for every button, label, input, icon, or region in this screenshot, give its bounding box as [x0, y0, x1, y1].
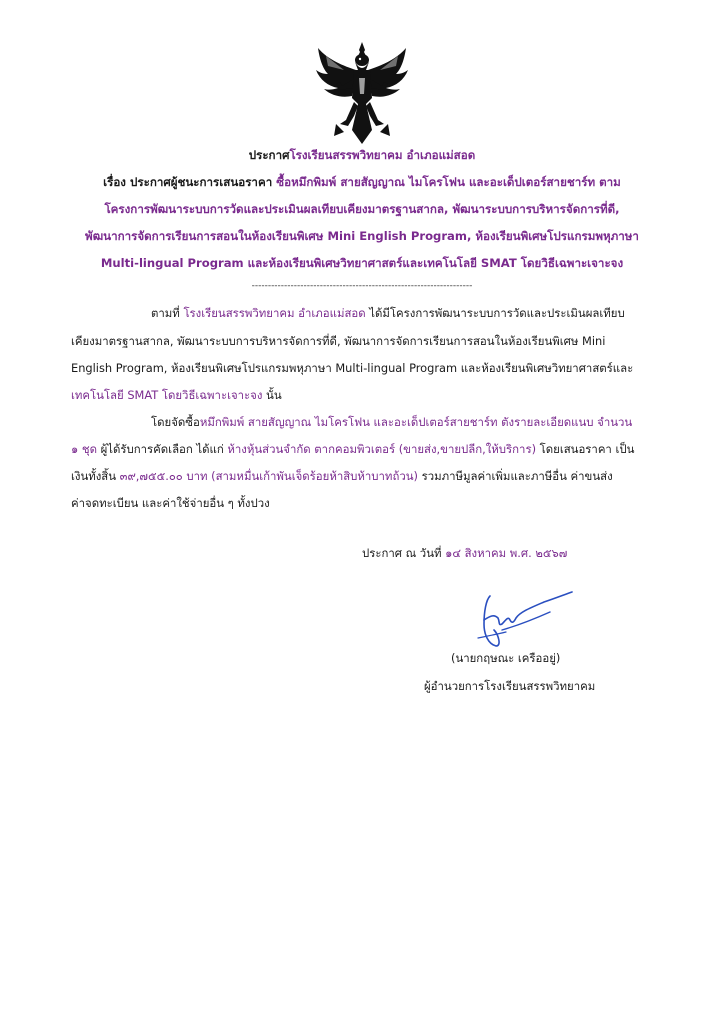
date-prefix: ประกาศ ณ วันที่: [362, 546, 446, 560]
garuda-emblem-icon: [314, 40, 410, 146]
separator-line: --------------------------------------------------------------------: [251, 281, 473, 291]
heading-school: โรงเรียนสรรพวิทยาคม อำเภอแม่สอด: [289, 148, 476, 162]
subject-line-4: Multi-lingual Program และห้องเรียนพิเศษวิทยาศาสตร์และเทคโนโลยี SMAT โดยวิธีเฉพาะเจาะจง: [100, 256, 624, 270]
paragraph-2-line-1: [151, 414, 632, 432]
p1-school: โรงเรียนสรรพวิทยาคม อำเภอแม่สอด: [183, 306, 366, 320]
p2-tax: รวมภาษีมูลค่าเพิ่มและภาษีอื่น ค่าขนส่ง: [417, 469, 613, 483]
paragraph-1-line-1: [151, 305, 625, 323]
p2-quantity: ๑ ชุด: [71, 442, 97, 456]
announcement-date: [362, 545, 567, 563]
p2-intro: โดยจัดซื้อ: [151, 415, 200, 429]
p2-items: หมึกพิมพ์ สายสัญญาณ ไมโครโฟน และอะเด็ปเตอร์สายชาร์ท ตังรายละเอียดแนบ จำนวน: [199, 415, 633, 429]
date-value: ๑๔ สิงหาคม พ.ศ. ๒๕๖๗: [445, 546, 568, 560]
signer-position: ผู้อำนวยการโรงเรียนสรรพวิทยาคม: [424, 679, 596, 693]
paragraph-2-line-2: [71, 441, 634, 459]
subject-label: เรื่อง ประกาศผู้ชนะการเสนอราคา: [103, 175, 273, 189]
paragraph-1-line-2: เคียงมาตรฐานสากล, พัฒนาระบบการบริหารจัดการที่ดี, พัฒนาการจัดการเรียนการสอนในห้องเรียนพิเศษ Mini: [71, 334, 606, 348]
p2-vendor: ห้างหุ้นส่วนจำกัด ตากคอมพิวเตอร์ (ขายส่ง,ขายปลีก,ให้บริการ): [227, 442, 537, 456]
signer-name: (นายกฤษณะ เครืออยู่): [451, 651, 561, 665]
p1-end: นั้น: [262, 388, 282, 402]
handwritten-signature-icon: [472, 590, 576, 652]
p2-total-label: เงินทั้งสิ้น: [71, 469, 120, 483]
paragraph-1-line-3: English Program, ห้องเรียนพิเศษโปรแกรมพหุภาษา Multi-lingual Program และห้องเรียนพิเศษวิทยาศาสตร์และ: [71, 361, 634, 375]
announcement-heading: [60, 147, 664, 165]
subject-line-3: พัฒนาการจัดการเรียนการสอนในห้องเรียนพิเศษ Mini English Program, ห้องเรียนพิเศษโปรแกรมพหุภาษา: [85, 229, 639, 243]
paragraph-2-line-4: ค่าจดทะเบียน และค่าใช้จ่ายอื่น ๆ ทั้งปวง: [71, 496, 270, 510]
p2-offer: โดยเสนอราคา เป็น: [536, 442, 635, 456]
p1-method: เทคโนโลยี SMAT โดยวิธีเฉพาะเจาะจง: [71, 388, 263, 402]
paragraph-1-line-4: [71, 387, 282, 405]
paragraph-2-line-3: [71, 468, 613, 486]
p1-rest: ได้มีโครงการพัฒนาระบบการวัดและประเมินผลเทียบ: [365, 306, 625, 320]
p2-selected: ผู้ได้รับการคัดเลือก ได้แก่: [96, 442, 228, 456]
p1-intro: ตามที่: [151, 306, 184, 320]
subject-text-1: ซื้อหมึกพิมพ์ สายสัญญาณ ไมโครโฟน และอะเด็ปเตอร์สายชาร์ท ตาม: [272, 175, 621, 189]
p2-total-amount: ๓๙,๗๕๕.๐๐ บาท (สามหมื่นเก้าพันเจ็ดร้อยห้าสิบห้าบาทถ้วน): [119, 469, 418, 483]
heading-prefix: ประกาศ: [248, 148, 290, 162]
subject-line-1: [60, 174, 664, 192]
subject-line-2: โครงการพัฒนาระบบการวัดและประเมินผลเทียบเคียงมาตรฐานสากล, พัฒนาระบบการบริหารจัดการที่ดี,: [104, 202, 620, 216]
